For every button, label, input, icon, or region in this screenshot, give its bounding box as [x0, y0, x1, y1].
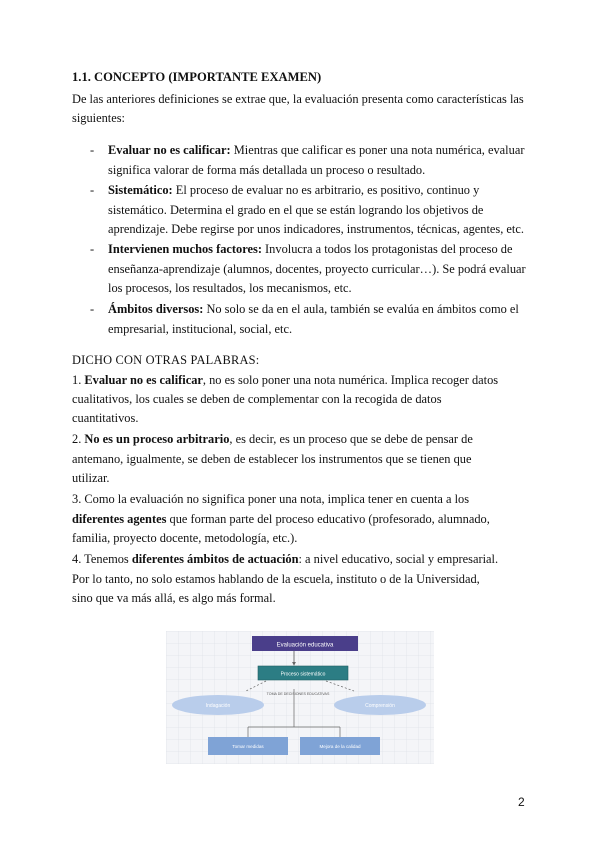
- bullet-title: Evaluar no es calificar:: [108, 143, 231, 157]
- bullet-factores-line-1: [108, 242, 512, 257]
- point-number: 2.: [72, 432, 85, 446]
- point-3-line-2: [72, 512, 490, 527]
- top-box-label: Evaluación educativa: [276, 642, 334, 649]
- center-note: TOMA DE DECISIONES EDUCATIVAS: [266, 692, 330, 696]
- evaluation-diagram: [166, 631, 434, 764]
- right-oval-label: Comprensión: [365, 703, 395, 709]
- page-number: 2: [518, 795, 525, 809]
- point-text: , es decir, es un proceso que se debe de pensar de: [229, 432, 473, 446]
- middle-box-label: Proceso sistemático: [280, 671, 326, 678]
- intro-line-2: siguientes:: [72, 111, 125, 125]
- point-number: 1.: [72, 373, 85, 387]
- other-words-heading: DICHO CON OTRAS PALABRAS:: [72, 353, 260, 367]
- bullet-sistematico-line-2: sistemático. Determina el grado en el que se están logrando los objetivos de: [108, 203, 484, 217]
- bullet-factores-line-3: los procesos, los resultados, los mecanismos, etc.: [108, 281, 352, 295]
- bullet-text: Involucra a todos los protagonistas del proceso de: [261, 242, 513, 256]
- bottom-right-label: Mejora de la calidad: [319, 744, 361, 749]
- bullet-dash: -: [90, 242, 95, 256]
- point-text: que forman parte del proceso educativo (profesorado, alumnado,: [166, 512, 490, 526]
- point-number: 4. Tenemos: [72, 552, 132, 566]
- point-2-line-1: [72, 432, 473, 447]
- bottom-left-label: Tomar medidas: [232, 744, 264, 749]
- point-1-line-3: cuantitativos.: [72, 411, 139, 425]
- section-heading: 1.1. CONCEPTO (IMPORTANTE EXAMEN): [72, 70, 322, 84]
- bullet-text: No solo se da en el aula, también se evalúa en ámbitos como el: [203, 302, 519, 316]
- point-bold: No es un proceso arbitrario: [84, 432, 230, 446]
- bullet-dash: -: [90, 143, 95, 157]
- intro-line-1: De las anteriores definiciones se extrae que, la evaluación presenta como características las: [72, 92, 524, 106]
- bullet-sistematico-line-1: [108, 183, 479, 198]
- bullet-factores-line-2: enseñanza-aprendizaje (alumnos, docentes, proyecto curricular…). Se podrá evaluar: [108, 262, 526, 276]
- bullet-text: Mientras que calificar es poner una nota numérica, evaluar: [230, 143, 525, 157]
- point-bold: diferentes ámbitos de actuación: [131, 552, 299, 566]
- bullet-evaluar-line-2: significa valorar de forma más detallada un proceso o resultado.: [108, 163, 426, 177]
- point-1-line-1: [72, 373, 498, 388]
- left-oval-label: Indagación: [205, 703, 231, 709]
- point-bold: diferentes agentes: [72, 512, 167, 526]
- bullet-sistematico-line-3: aprendizaje. Debe regirse por unos indicadores, instrumentos, técnicas, agentes, etc.: [108, 222, 524, 236]
- bullet-text: El proceso de evaluar no es arbitrario, es positivo, continuo y: [172, 183, 480, 197]
- point-text: , no es solo poner una nota numérica. Implica recoger datos: [202, 373, 499, 387]
- point-4-line-2: Por lo tanto, no solo estamos hablando de la escuela, instituto o de la Universidad,: [72, 572, 480, 586]
- point-3-line-1: 3. Como la evaluación no significa poner una nota, implica tener en cuenta a los: [72, 492, 470, 506]
- point-3-line-3: familia, proyecto docente, metodología, etc.).: [72, 531, 298, 545]
- point-2-line-2: antemano, igualmente, se deben de establecer los instrumentos que se tienen que: [72, 452, 472, 466]
- point-4-line-3: sino que va más allá, es algo más formal.: [72, 591, 276, 605]
- point-4-line-1: [72, 552, 498, 567]
- bullet-dash: -: [90, 302, 95, 316]
- bullet-ambitos-line-1: [108, 302, 519, 317]
- bullet-title: Ámbitos diversos:: [108, 302, 204, 316]
- bullet-ambitos-line-2: empresarial, institucional, social, etc.: [108, 322, 293, 336]
- point-1-line-2: cualitativos, los cuales se deben de complementar con la recogida de datos: [72, 392, 442, 406]
- point-bold: Evaluar no es calificar: [84, 373, 203, 387]
- point-text: : a nivel educativo, social y empresarial.: [298, 552, 499, 566]
- point-2-line-3: utilizar.: [72, 471, 110, 485]
- bullet-dash: -: [90, 183, 95, 197]
- bullet-title: Intervienen muchos factores:: [108, 242, 262, 256]
- bullet-evaluar-line-1: [108, 143, 524, 158]
- bullet-title: Sistemático:: [108, 183, 173, 197]
